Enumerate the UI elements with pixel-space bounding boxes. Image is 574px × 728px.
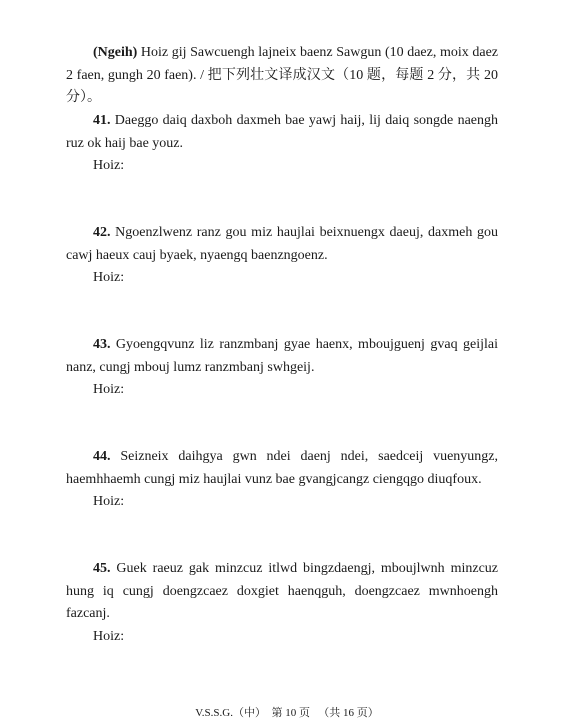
question-44 (66, 446, 498, 491)
question-number: 44. (93, 449, 111, 464)
question-number: 42. (93, 225, 111, 240)
answer-label-41: Hoiz: (93, 158, 125, 173)
section-heading: (Ngeih) (93, 45, 138, 60)
question-text: Gyoengqvunz liz ranzmbanj gyae haenx, mboujguenj gvaq geijlai nanz, cungj mbouj lumz ranzmbanj swhgeij. (66, 337, 498, 375)
question-text: Ngoenzlwenz ranz gou miz haujlai beixnuengx daeuj, daxmeh gou cawj haeux cauj byaek, nyaengq baenzngoenz. (66, 225, 498, 263)
question-41 (66, 110, 498, 155)
section-instruction-text: Hoiz gij Sawcuengh lajneix baenz Sawgun (10 daez, moix daez 2 faen, gungh 20 faen). / 把下列壮文译成汉文（10 题，每题 2 分，共 20 分）。 (66, 45, 498, 105)
question-number: 45. (93, 561, 111, 576)
question-text: Seizneix daihgya gwn ndei daenj ndei, saedceij vuenyungz, haemhhaemh cungj miz haujlai vunz bae gvangjcangz ciengqgo diuqfoux. (66, 449, 498, 487)
answer-label-42: Hoiz: (93, 270, 125, 285)
question-number: 43. (93, 337, 111, 352)
answer-label-45: Hoiz: (93, 629, 125, 644)
question-42 (66, 222, 498, 267)
question-45 (66, 558, 498, 626)
question-number: 41. (93, 113, 111, 128)
section-instruction (66, 42, 498, 110)
answer-label-43: Hoiz: (93, 382, 125, 397)
answer-label-44: Hoiz: (93, 494, 125, 509)
question-43 (66, 334, 498, 379)
question-text: Guek raeuz gak minzcuz itlwd bingzdaengj, mboujlwnh minzcuz hung iq cungj doengzcaez doxgiet haenqguh, doengzcaez mwnhoengh fazcanj. (66, 561, 498, 621)
page-footer: V.S.S.G.（中） 第 10 页 （共 16 页） (195, 707, 379, 719)
question-text: Daeggo daiq daxboh daxmeh bae yawj haij, lij daiq songde naengh ruz ok haij bae youz. (66, 113, 498, 151)
